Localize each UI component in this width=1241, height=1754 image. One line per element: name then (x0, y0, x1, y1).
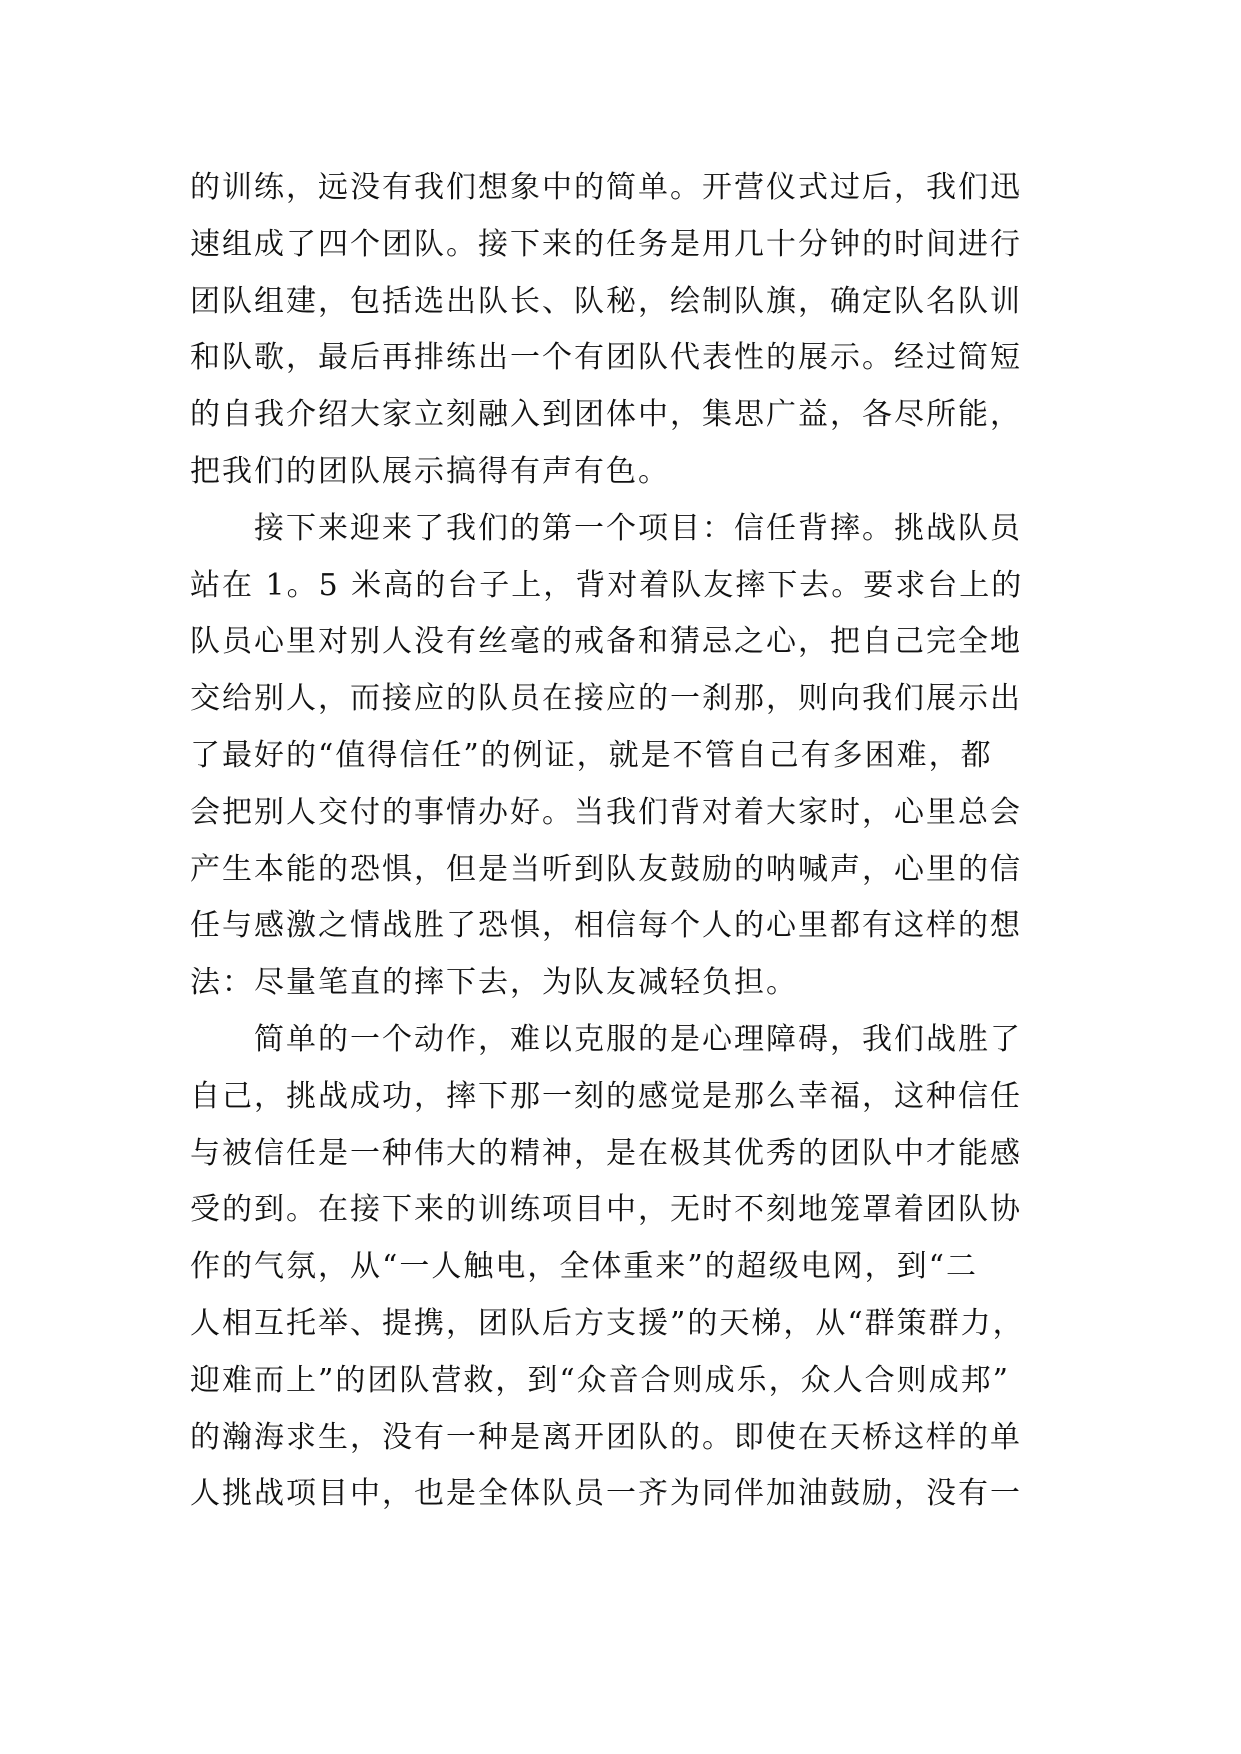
text-line: 团队组建，包括选出队长、队秘，绘制队旗，确定队名队训 (190, 283, 1022, 319)
text-line: 人相互托举、提携，团队后方支援”的天梯，从“群策群力， (190, 1305, 1025, 1341)
text-line: 速组成了四个团队。接下来的任务是用几十分钟的时间进行 (190, 226, 1022, 262)
text-line: 自己，挑战成功，摔下那一刻的感觉是那么幸福，这种信任 (190, 1078, 1022, 1114)
text-line: 的瀚海求生，没有一种是离开团队的。即使在天桥这样的单 (190, 1419, 1022, 1455)
text-line: 简单的一个动作，难以克服的是心理障碍，我们战胜了 (190, 1021, 1022, 1057)
text-line: 交给别人，而接应的队员在接应的一刹那，则向我们展示出 (190, 681, 1022, 717)
text-line: 和队歌，最后再排练出一个有团队代表性的展示。经过简短 (190, 340, 1022, 376)
text-line: 的自我介绍大家立刻融入到团体中，集思广益，各尽所能， (190, 397, 1022, 433)
body-text (190, 160, 1060, 1523)
text-line: 与被信任是一种伟大的精神，是在极其优秀的团队中才能感 (190, 1135, 1022, 1171)
text-line: 站在 1。5 米高的台子上，背对着队友摔下去。要求台上的 (190, 567, 1024, 603)
text-line: 了最好的“值得信任”的例证，就是不管自己有多困难，都 (190, 737, 993, 773)
text-line: 人挑战项目中，也是全体队员一齐为同伴加油鼓励，没有一 (190, 1476, 1022, 1512)
text-line: 接下来迎来了我们的第一个项目：信任背摔。挑战队员 (190, 510, 1022, 546)
text-line: 的训练，远没有我们想象中的简单。开营仪式过后，我们迅 (190, 170, 1022, 205)
text-line: 队员心里对别人没有丝毫的戒备和猜忌之心，把自己完全地 (190, 624, 1022, 660)
text-line: 会把别人交付的事情办好。当我们背对着大家时，心里总会 (190, 794, 1022, 830)
text-line: 把我们的团队展示搞得有声有色。 (190, 453, 670, 489)
text-line: 迎难而上”的团队营救，到“众音合则成乐，众人合则成邦” (190, 1362, 1011, 1398)
text-line: 产生本能的恐惧，但是当听到队友鼓励的呐喊声，心里的信 (190, 851, 1022, 887)
text-line: 法：尽量笔直的摔下去，为队友减轻负担。 (190, 965, 798, 1001)
text-line: 受的到。在接下来的训练项目中，无时不刻地笼罩着团队协 (190, 1192, 1022, 1228)
text-line: 作的气氛，从“一人触电，全体重来”的超级电网，到“二 (190, 1249, 979, 1285)
text-line: 任与感激之情战胜了恐惧，相信每个人的心里都有这样的想 (190, 908, 1022, 944)
